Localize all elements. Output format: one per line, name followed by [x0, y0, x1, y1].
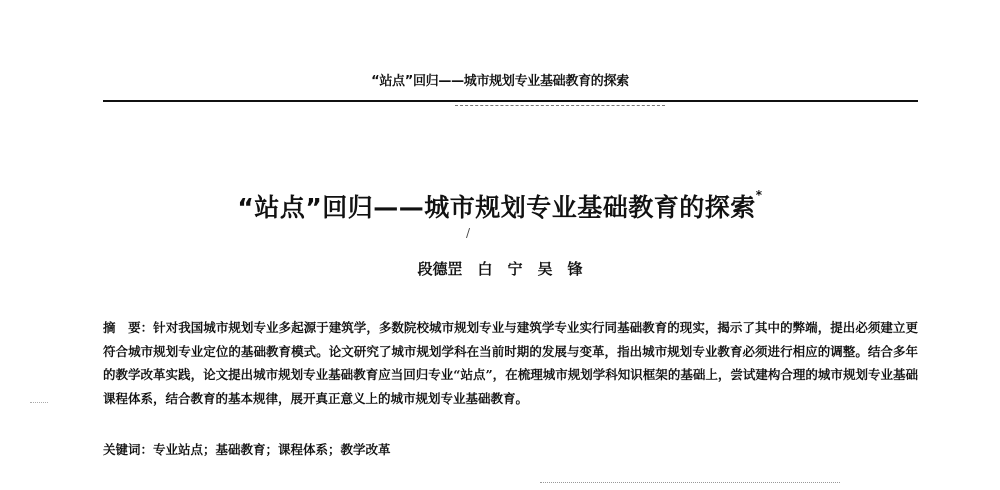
abstract	[103, 316, 918, 410]
paper-title	[0, 188, 1000, 224]
keywords-label: 关键词：	[103, 442, 154, 457]
header-rule	[103, 100, 918, 102]
keywords	[103, 438, 918, 461]
scan-artifact-margin	[30, 402, 48, 404]
abstract-text: 针对我国城市规划专业多起源于建筑学，多数院校城市规划专业与建筑学专业实行同基础教育的现实，揭示了其中的弊端，提出必须建立更符合城市规划专业定位的基础教育模式。论文研究了城市规划学科在当前时期的发展与变革，指出城市规划专业教育必须进行相应的调整。结合多年的教学改革实践，论文提出城市规划专业基础教育应当回归专业“站点”，在梳理城市规划学科知识框架的基础上，尝试建构合理的城市规划专业基础课程体系，结合教育的基本规律，展开真正意义上的城市规划专业基础教育。	[103, 320, 918, 406]
keywords-text: 专业站点；基础教育；课程体系；教学改革	[153, 442, 391, 457]
abstract-label: 摘 要：	[103, 320, 154, 335]
authors: 段德罡 白 宁 吴 锋	[417, 260, 583, 278]
scan-artifact-line	[455, 105, 665, 107]
title-footnote-mark: *	[755, 188, 763, 202]
running-header: “站点”回归——城市规划专业基础教育的探索	[371, 74, 629, 89]
scan-artifact-bottom	[540, 482, 840, 487]
title-text: “站点”回归——城市规划专业基础教育的探索	[237, 193, 756, 222]
scan-mark: /	[466, 226, 471, 240]
